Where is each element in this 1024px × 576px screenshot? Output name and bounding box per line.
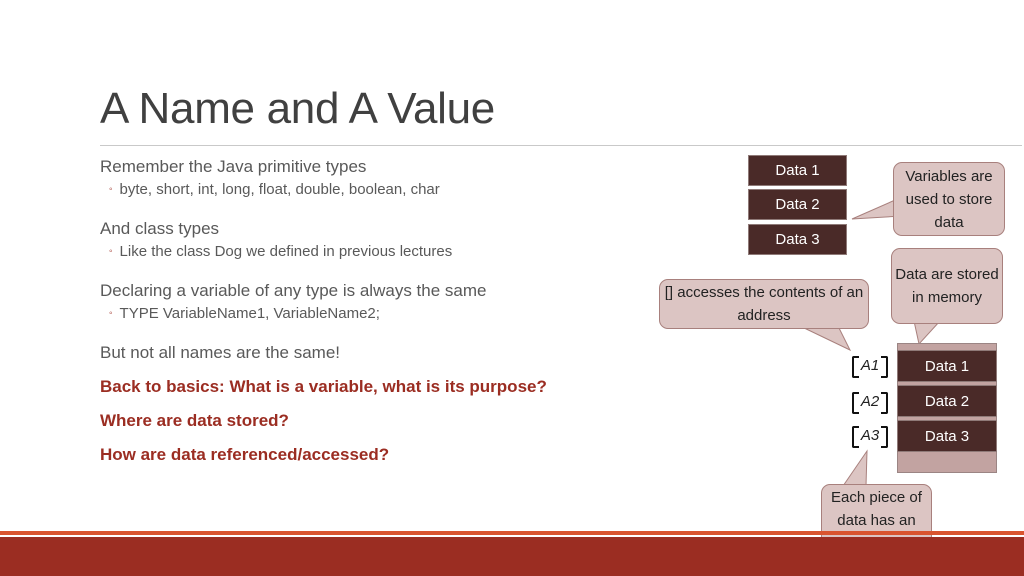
sub-bullet-declaration-syntax [100,302,660,328]
highlight-where-stored: Where are data stored? [100,411,289,430]
address-callout: Each piece of data has an [821,484,932,557]
bullet-names-differ: But not all names are the same! [100,343,341,362]
variable-box-2: Data 2 [748,189,847,220]
memory-callout-tail [914,321,940,344]
memory-callout: Data are stored in memory [891,248,1003,324]
highlight-what-is-variable: Back to basics: What is a variable, what is its purpose? [100,377,547,396]
address-label-a2: A2 [852,391,888,413]
variable-box-1: Data 1 [748,155,847,186]
sub-bullet-class-dog [100,240,660,266]
sub-bullet-icon: ◦ [109,308,113,319]
sub-bullet-icon: ◦ [109,184,113,195]
sub-bullet-text: TYPE VariableName1, VariableName2; [119,305,380,322]
highlight-how-accessed: How are data referenced/accessed? [100,445,390,464]
bullet-primitive-types: Remember the Java primitive types [100,157,367,176]
sub-bullet-primitive-list [100,178,660,204]
sub-bullet-icon: ◦ [109,246,113,257]
memory-cell-3: Data 3 [897,420,997,452]
sub-bullet-text: Like the class Dog we defined in previous lectures [119,243,453,260]
bullet-class-types: And class types [100,219,220,238]
address-label-a3: A3 [852,425,888,447]
title-divider [100,145,1022,146]
brackets-callout-tail [800,326,850,350]
variables-callout: Variables are used to store data [893,162,1005,236]
footer-accent-line [0,531,1024,535]
address-label-a1: A1 [852,355,888,377]
variable-box-3: Data 3 [748,224,847,255]
bullet-declaring: Declaring a variable of any type is always the same [100,281,487,300]
slide-title: A Name and A Value [100,84,495,133]
footer-bar [0,537,1024,576]
sub-bullet-text: byte, short, int, long, float, double, boolean, char [119,181,440,198]
address-callout-tail [843,451,867,486]
brackets-callout: [] accesses the contents of an address [659,279,869,329]
slide-content [100,156,660,466]
memory-cell-1: Data 1 [897,350,997,382]
memory-cell-2: Data 2 [897,385,997,417]
